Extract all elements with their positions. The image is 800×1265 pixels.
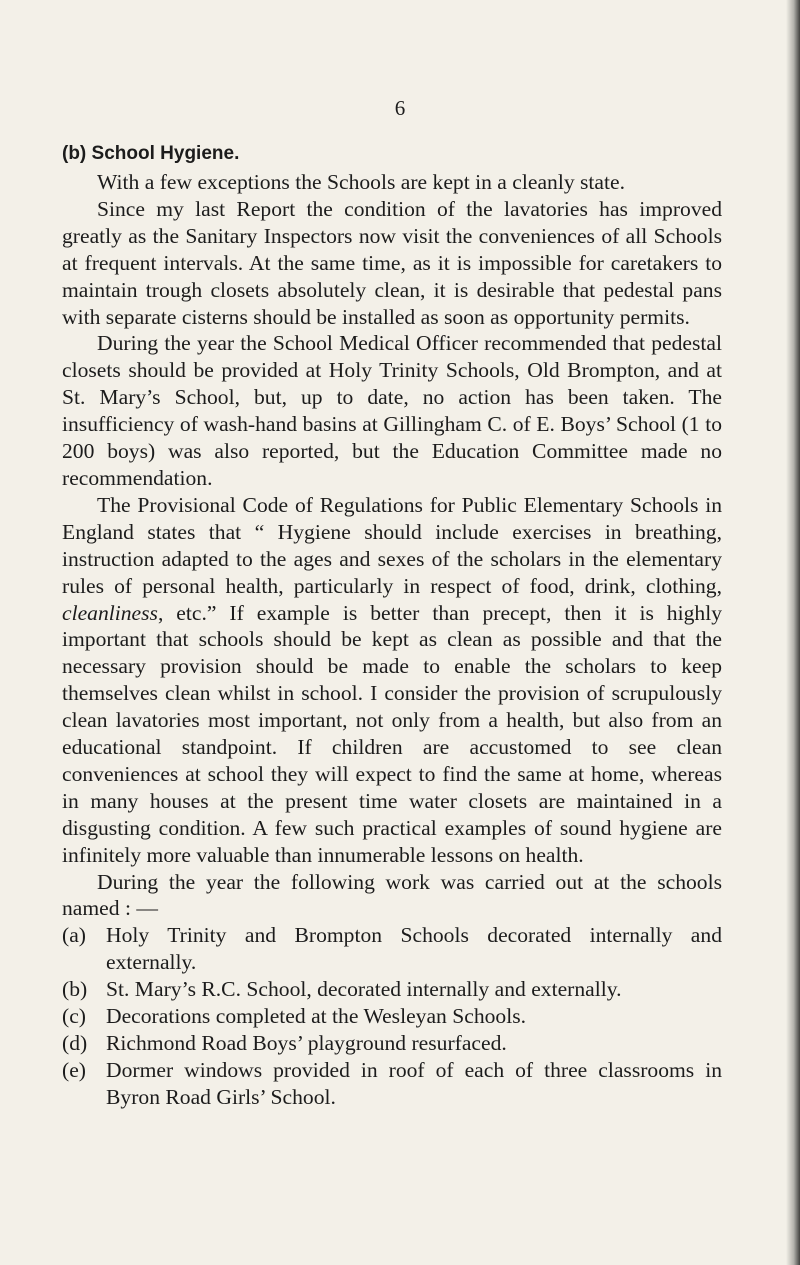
section-heading: (b) School Hygiene. [62,143,240,164]
list-item-marker: (e) [62,1057,86,1082]
code-text-after: , etc.” If example is better than precept, then it is highly important that schools should be kept as clean as possible and that the necessary provision should be made to enable the scholars to keep themselves clean whilst in school. I consider the provision of scrupulously clean lavatories most important, not only from a health, but also from an educational standpoint. If children are accustomed to see clean conveniences at school they will expect to find the same at home, whereas in many houses at the present time water closets are maintained in a disgusting condition. A few such practical examples of sound hygiene are infinitely more valuable than innumerable lessons on health. [62,600,722,867]
work-list [62,922,722,1110]
code-text-before: The Provisional Code of Regulations for Public Elementary Schools in England states that “ Hygiene should include exercises in breathing, instruction adapted to the ages and sexes of the scholars in the elementary rules of personal health, particularly in respect of food, drink, clothing, [62,492,722,598]
paragraph-lavatories: Since my last Report the condition of the lavatories has improved greatly as the Sanitary Inspectors now visit the conveniences of all Schools at frequent intervals. At the same time, as it is impossible for caretakers to maintain trough closets absolutely clean, it is desirable that pedestal pans with separate cisterns should be installed as soon as opportunity permits. [62,196,722,329]
document-body [62,140,722,1111]
paragraph-provisional-code [62,492,722,869]
page-number: 6 [394,96,406,120]
list-item [62,1030,722,1057]
list-item-text: Decorations completed at the Wesleyan Schools. [106,1004,527,1029]
list-item-marker: (a) [62,923,86,948]
paragraph-work-intro: During the year the following work was carried out at the schools named : — [62,869,722,921]
code-text-emphasis: cleanliness [62,600,158,625]
list-item [62,976,722,1003]
list-item-text: Richmond Road Boys’ playground resurfaced. [106,1031,507,1055]
list-item-marker: (b) [62,977,88,1002]
list-item-marker: (d) [62,1031,88,1055]
paragraph-recommendations: During the year the School Medical Officer recommended that pedestal closets should be provided at Holy Trinity Schools, Old Brompton, and at St. Mary’s School, but, up to date, no action has been taken. The insufficiency of wash-hand basins at Gillingham C. of E. Boys’ School (1 to 200 boys) was also reported, but the Education Committee made no recommendation. [62,331,722,490]
paragraph-cleanliness: With a few exceptions the Schools are kept in a cleanly state. [97,170,625,194]
list-item-text: St. Mary’s R.C. School, decorated internally and externally. [106,977,622,1002]
page-edge-shadow [786,0,800,1265]
list-item [62,922,722,976]
list-item [62,1003,722,1030]
list-item [62,1057,722,1111]
list-item-text: Dormer windows provided in roof of each of three classrooms in Byron Road Girls’ School. [106,1057,722,1109]
list-item-marker: (c) [62,1004,86,1029]
list-item-text: Holy Trinity and Brompton Schools decorated internally and externally. [106,923,722,975]
